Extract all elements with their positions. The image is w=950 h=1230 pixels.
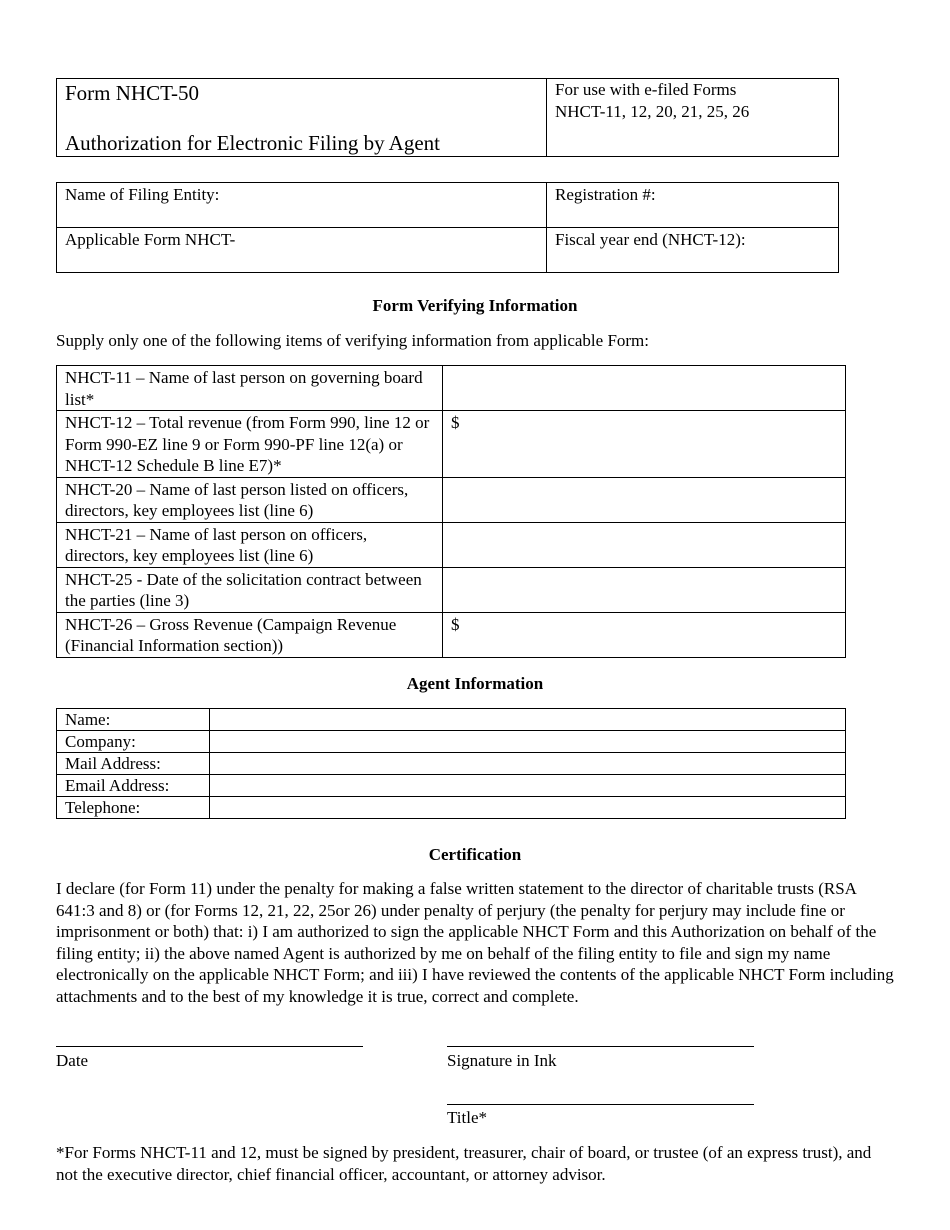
verify-label: NHCT-26 – Gross Revenue (Campaign Revenue (Financial Information section)) xyxy=(57,612,443,657)
table-row xyxy=(57,753,846,775)
table-row xyxy=(57,411,846,478)
verify-label: NHCT-25 - Date of the solicitation contract between the parties (line 3) xyxy=(57,567,443,612)
signature-line[interactable] xyxy=(447,1046,754,1047)
agent-email-input[interactable] xyxy=(210,775,846,797)
table-row xyxy=(57,477,846,522)
table-row xyxy=(57,366,846,411)
agent-mail-address-label: Mail Address: xyxy=(57,753,210,775)
form-code: Form NHCT-50 xyxy=(65,81,199,105)
agent-mail-address-input[interactable] xyxy=(210,753,846,775)
verify-intro: Supply only one of the following items of verifying information from applicable Form: xyxy=(56,331,650,350)
certification-text: I declare (for Form 11) under the penalty for making a false written statement to the director of charitable trusts (RSA 641:3 and 8) or (for Forms 12, 21, 22, 25or 26) under penalty of perjury (the penalty for perjury may include fine or imprisonment or both) that: i) I am authorized to sign the applicable NHCT Form and this Authorization on behalf of the filing entity; ii) the above named Agent is authorized by me on behalf of the filing entity to file and sign my name electronically on the applicable NHCT Form; and iii) I have reviewed the contents of the applicable NHCT Form including attachments and to the best of my knowledge it is true, correct and complete. xyxy=(56,879,894,1006)
table-row xyxy=(57,612,846,657)
verify-label: NHCT-12 – Total revenue (from Form 990, line 12 or Form 990-EZ line 9 or Form 990-PF line 12(a) or NHCT-12 Schedule B line E7)* xyxy=(57,411,443,478)
registration-number-label: Registration #: xyxy=(555,185,656,204)
verify-input-nhct-26[interactable]: $ xyxy=(443,612,846,657)
filing-entity-name-field[interactable] xyxy=(57,183,547,228)
applicable-form-field[interactable] xyxy=(57,228,547,273)
verify-table xyxy=(56,365,846,658)
date-line[interactable] xyxy=(56,1046,363,1047)
title-line[interactable] xyxy=(447,1104,754,1105)
form-name: Authorization for Electronic Filing by Agent xyxy=(65,131,441,155)
verify-input-nhct-12[interactable]: $ xyxy=(443,411,846,478)
table-row xyxy=(57,775,846,797)
agent-telephone-input[interactable] xyxy=(210,797,846,819)
verify-label: NHCT-20 – Name of last person listed on officers, directors, key employees list (line 6) xyxy=(57,477,443,522)
applicable-form-label: Applicable Form NHCT- xyxy=(65,230,236,249)
form-header-table xyxy=(56,78,839,157)
agent-name-input[interactable] xyxy=(210,709,846,731)
agent-company-input[interactable] xyxy=(210,731,846,753)
use-line-2: NHCT-11, 12, 20, 21, 25, 26 xyxy=(555,101,750,121)
verify-input-nhct-25[interactable] xyxy=(443,567,846,612)
form-use-cell xyxy=(547,79,839,157)
fiscal-year-end-label: Fiscal year end (NHCT-12): xyxy=(555,230,746,249)
agent-heading: Agent Information xyxy=(406,674,544,693)
fiscal-year-end-field[interactable] xyxy=(547,228,839,273)
table-row xyxy=(57,731,846,753)
agent-name-label: Name: xyxy=(57,709,210,731)
footnote: *For Forms NHCT-11 and 12, must be signed by president, treasurer, chair of board, or trustee (of an express trust), and not the executive director, chief financial officer, accountant, or attorney advisor. xyxy=(56,1143,872,1184)
agent-company-label: Company: xyxy=(57,731,210,753)
signature-label: Signature in Ink xyxy=(447,1051,557,1070)
verify-label: NHCT-11 – Name of last person on governing board list* xyxy=(57,366,443,411)
verify-heading: Form Verifying Information xyxy=(372,296,578,315)
agent-telephone-label: Telephone: xyxy=(57,797,210,819)
use-line-1: For use with e-filed Forms xyxy=(555,80,737,99)
entity-table xyxy=(56,182,839,273)
table-row xyxy=(57,522,846,567)
date-label: Date xyxy=(56,1051,89,1070)
registration-number-field[interactable] xyxy=(547,183,839,228)
verify-input-nhct-20[interactable] xyxy=(443,477,846,522)
title-label: Title* xyxy=(447,1108,488,1127)
verify-input-nhct-11[interactable] xyxy=(443,366,846,411)
verify-input-nhct-21[interactable] xyxy=(443,522,846,567)
agent-email-label: Email Address: xyxy=(57,775,210,797)
form-title-cell xyxy=(57,79,547,157)
agent-table xyxy=(56,708,846,819)
table-row xyxy=(57,567,846,612)
certification-heading: Certification xyxy=(428,845,522,864)
table-row xyxy=(57,709,846,731)
table-row xyxy=(57,797,846,819)
verify-label: NHCT-21 – Name of last person on officers, directors, key employees list (line 6) xyxy=(57,522,443,567)
filing-entity-name-label: Name of Filing Entity: xyxy=(65,185,220,204)
